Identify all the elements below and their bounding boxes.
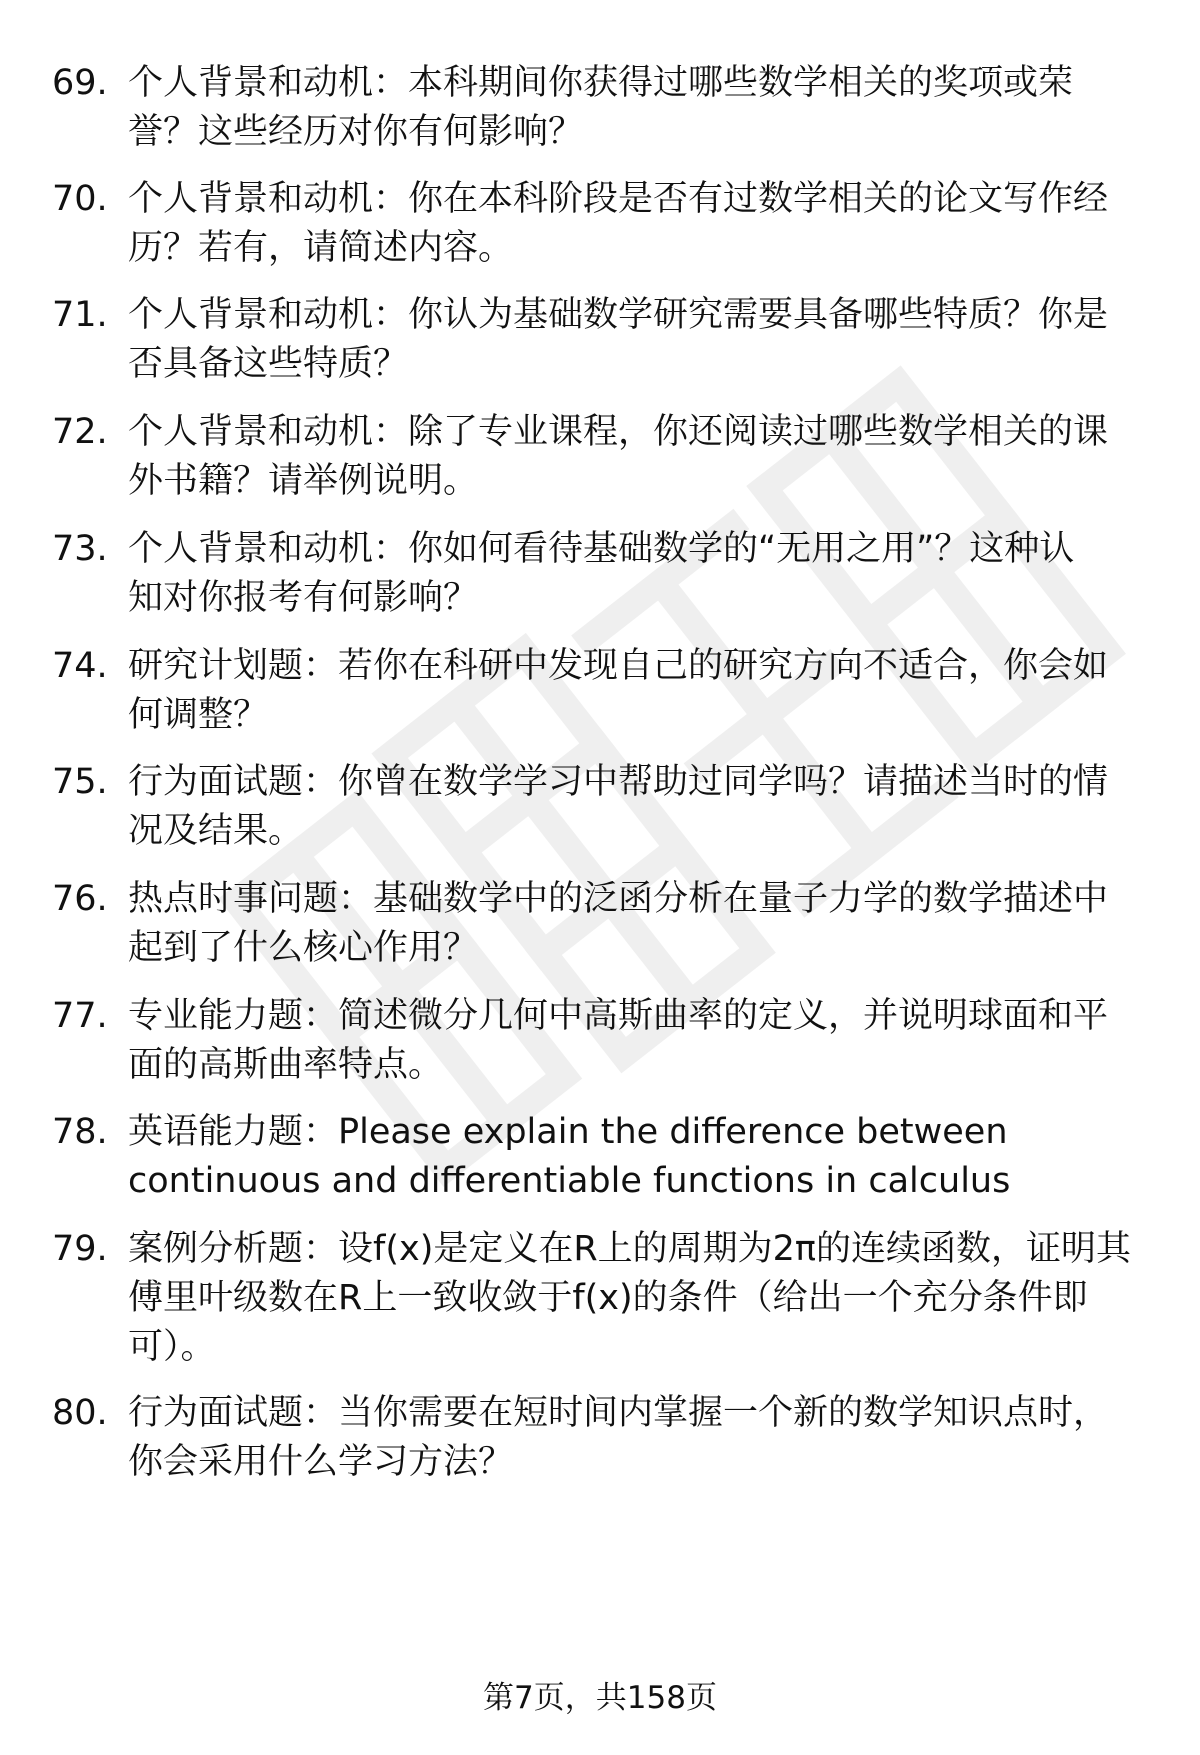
question-number: 69. xyxy=(52,63,108,103)
question-text: 英语能力题：Please explain the difference between continuous and differentiable functions in calculus xyxy=(128,1112,1011,1201)
question-text: 个人背景和动机：你在本科阶段是否有过数学相关的论文写作经 历？若有，请简述内容。 xyxy=(128,179,1109,268)
question-number: 79. xyxy=(52,1229,108,1269)
question-number: 75. xyxy=(52,762,108,802)
question-number: 80. xyxy=(52,1393,108,1433)
question-number: 73. xyxy=(52,529,108,569)
question-number: 74. xyxy=(52,646,108,686)
question-number: 77. xyxy=(52,996,108,1036)
question-number: 78. xyxy=(52,1112,108,1152)
question-text: 个人背景和动机：你如何看待基础数学的“无用之用”？这种认 知对你报考有何影响？ xyxy=(128,529,1075,618)
question-text: 行为面试题：你曾在数学学习中帮助过同学吗？请描述当时的情 况及结果。 xyxy=(128,762,1109,851)
question-number: 72. xyxy=(52,412,108,452)
question-text: 热点时事问题：基础数学中的泛函分析在量子力学的数学描述中 起到了什么核心作用？ xyxy=(128,879,1109,968)
question-number: 76. xyxy=(52,879,108,919)
question-number: 70. xyxy=(52,179,108,219)
question-number: 71. xyxy=(52,295,108,335)
question-text: 个人背景和动机：本科期间你获得过哪些数学相关的奖项或荣 誉？这些经历对你有何影响？ xyxy=(128,63,1074,152)
question-text: 个人背景和动机：除了专业课程，你还阅读过哪些数学相关的课 外书籍？请举例说明。 xyxy=(128,412,1109,501)
question-text: 案例分析题：设f(x)是定义在R上的周期为2π的连续函数，证明其 傅里叶级数在R上一致收敛于f(x)的条件（给出一个充分条件即 可）。 xyxy=(128,1229,1132,1367)
question-text: 研究计划题：若你在科研中发现自己的研究方向不适合，你会如 何调整？ xyxy=(128,646,1109,735)
page-footer: 第7页，共158页 xyxy=(483,1680,717,1716)
question-text: 行为面试题：当你需要在短时间内掌握一个新的数学知识点时， 你会采用什么学习方法？ xyxy=(128,1393,1109,1482)
question-text: 专业能力题：简述微分几何中高斯曲率的定义，并说明球面和平 面的高斯曲率特点。 xyxy=(128,996,1109,1085)
question-text: 个人背景和动机：你认为基础数学研究需要具备哪些特质？你是 否具备这些特质？ xyxy=(128,295,1109,384)
